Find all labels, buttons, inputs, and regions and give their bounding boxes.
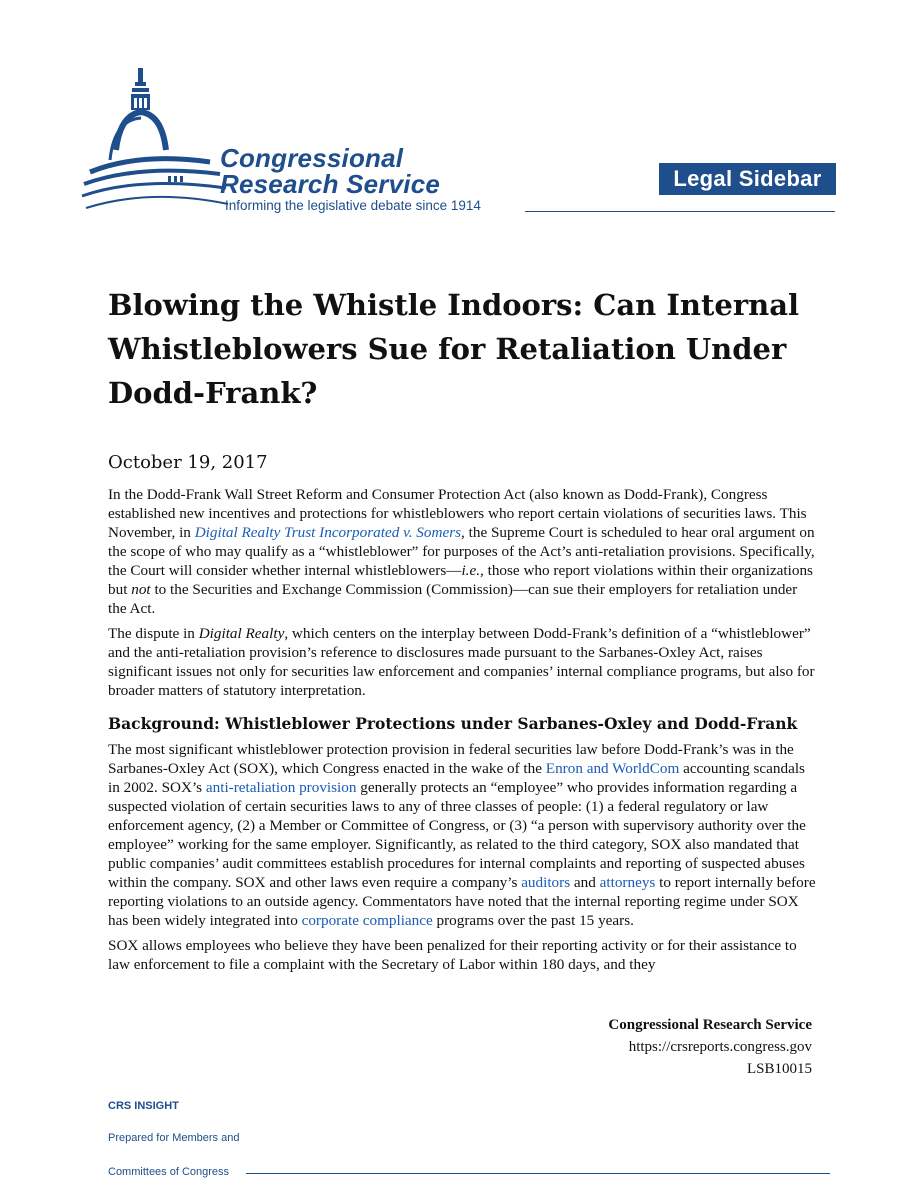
text-run: In the Dodd-Frank Wall Street Reform and Consumer Protection Act (also known as Dodd-Frank), Congress established new incentives and protections for whistleblowers who report certain violations of securities laws. This November, in [108, 486, 807, 541]
prepared-for-line-2: Committees of Congress [108, 1166, 230, 1178]
link-digital-realty-case[interactable]: Digital Realty Trust Incorporated v. Somers [194, 524, 462, 541]
link-anti-retaliation-provision[interactable]: anti-retaliation provision [205, 779, 357, 796]
logo-line-2: Research Service [220, 169, 441, 199]
text-run: , those who report violations within their organizations but [108, 562, 813, 598]
publication-date: October 19, 2017 [108, 452, 268, 473]
logo-tagline: Informing the legislative debate since 1914 [225, 198, 481, 213]
footer-divider [246, 1173, 830, 1174]
crs-insight-label: CRS INSIGHT [108, 1100, 179, 1112]
text-run: , which centers on the interplay between Dodd-Frank’s definition of a “whistleblower” and the anti-retaliation provision’s reference to disclosures made pursuant to the Sarbanes-Oxley Act, raises significant issues not only for securities law enforcement and companies’ internal compliance programs, but also for broader matters of statutory interpretation. [108, 625, 815, 699]
text-run: , the Supreme Court is scheduled to hear oral argument on the scope of who may qualify as a “whistleblower” for purposes of the Act’s anti-retaliation provisions. Specifically, the Court will consider whether internal whistleblowers— [108, 524, 815, 579]
text-run-italic: not [131, 581, 151, 598]
footer-url[interactable]: https://crsreports.congress.gov [628, 1039, 812, 1055]
footer-info [608, 1014, 812, 1080]
text-run: and [570, 874, 600, 891]
legal-sidebar-badge: Legal Sidebar [659, 163, 836, 195]
text-run: accounting scandals in 2002. SOX’s [108, 760, 805, 796]
link-auditors[interactable]: auditors [521, 874, 571, 891]
page-title: Blowing the Whistle Indoors: Can Internal Whistleblowers Sue for Retaliation Under Dodd-Frank? [108, 288, 800, 410]
logo-line-1: Congressional [220, 143, 404, 173]
section-heading: Background: Whistleblower Protections under Sarbanes-Oxley and Dodd-Frank [108, 714, 798, 733]
text-run: The dispute in [108, 625, 199, 642]
article-body [108, 485, 816, 980]
link-corporate-compliance[interactable]: corporate compliance [301, 912, 433, 929]
text-run-italic: i.e. [461, 562, 481, 579]
header-divider [525, 211, 835, 212]
paragraph-3 [108, 740, 816, 930]
link-enron-worldcom[interactable]: Enron and WorldCom [545, 760, 680, 777]
capitol-dome-icon [80, 60, 230, 220]
text-run: programs over the past 15 years. [432, 912, 634, 929]
paragraph-4: SOX allows employees who believe they have been penalized for their reporting activity or for their assistance to law enforcement to file a complaint with the Secretary of Labor within 180 days, and they [108, 937, 797, 973]
text-run: to report internally before reporting violations to an outside agency. Commentators have noted that the internal reporting regime under SOX has been widely integrated into [108, 874, 816, 929]
text-run: The most significant whistleblower protection provision in federal securities law before Dodd-Frank’s was in the Sarbanes-Oxley Act (SOX), which Congress enacted in the wake of the [108, 741, 794, 777]
text-run: generally protects an “employee” who provides information regarding a suspected violation of certain securities laws to any of three classes of people: (1) a federal regulatory or law enforcement agency, (2) a Member or Committee of Congress, or (3) “a person with supervisory authority over the employee” working for the same employer. Significantly, as related to the third category, SOX also mandated that public companies’ audit committees establish procedures for internal complaints and reporting of suspected abuses within the company. SOX and other laws even require a company’s [108, 779, 806, 891]
paragraph-1 [108, 485, 816, 618]
link-attorneys[interactable]: attorneys [599, 874, 656, 891]
text-run-italic: Digital Realty [198, 625, 285, 642]
prepared-for-line-1: Prepared for Members and [108, 1132, 240, 1144]
crs-logo [80, 60, 540, 225]
footer-org: Congressional Research Service [608, 1017, 812, 1033]
footer-report-id: LSB10015 [746, 1061, 812, 1077]
text-run: to the Securities and Exchange Commission (Commission)—can sue their employers for retaliation under the Act. [108, 581, 798, 617]
logo-wordmark [220, 145, 440, 197]
paragraph-2 [108, 624, 816, 700]
